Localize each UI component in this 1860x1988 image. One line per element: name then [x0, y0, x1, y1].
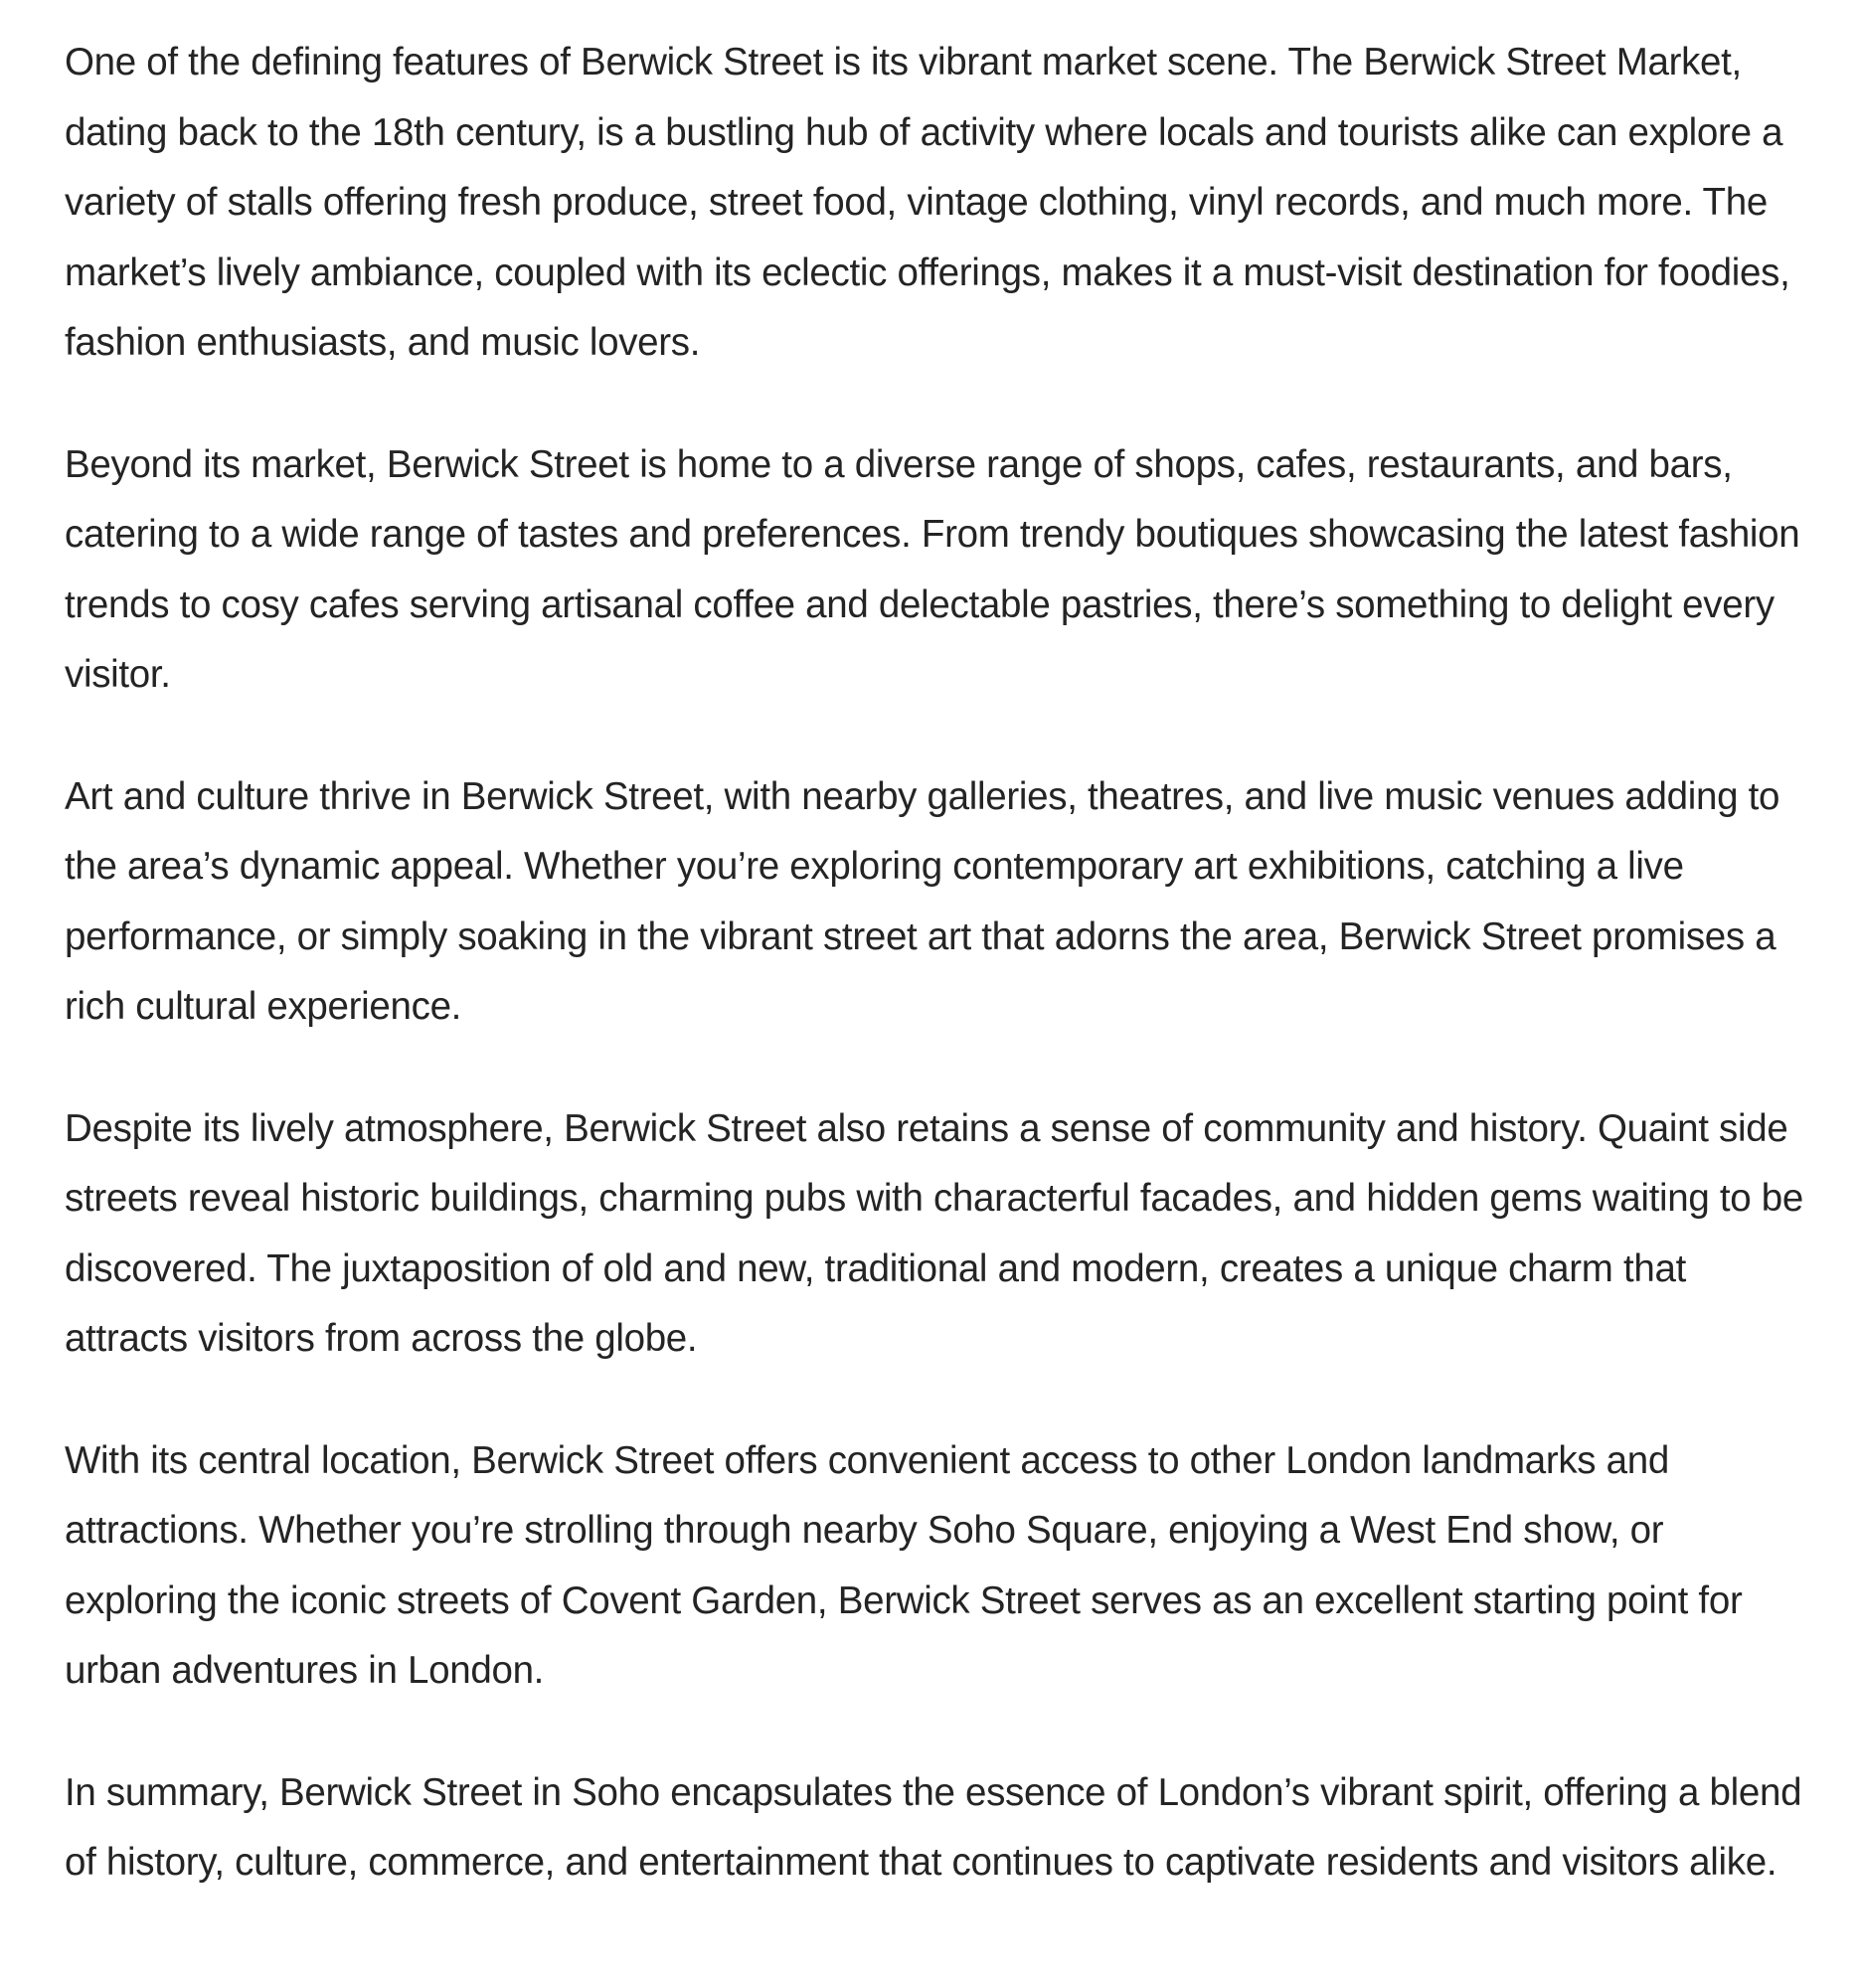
article-body [65, 28, 1814, 1899]
paragraph-location: With its central location, Berwick Street offers convenient access to other London landmarks and attractions. Whether you’re strolling through nearby Soho Square, enjoying a West End show, or exploring the iconic streets of Covent Garden, Berwick Street serves as an excellent starting point for urban adventures in London. [65, 1438, 1743, 1692]
paragraph-market: One of the defining features of Berwick Street is its vibrant market scene. The Berwick Street Market, dating back to the 18th century, is a bustling hub of activity where locals and tourists alike can explore a variety of stalls offering fresh produce, street food, vintage clothing, vinyl records, and much more. The market’s lively ambiance, coupled with its eclectic offerings, makes it a must-visit destination for foodies, fashion enthusiasts, and music lovers. [65, 41, 1790, 364]
paragraph-summary: In summary, Berwick Street in Soho encapsulates the essence of London’s vibrant spirit, offering a blend of history, culture, commerce, and entertainment that continues to captivate residents and visitors alike. [65, 1770, 1802, 1884]
paragraph-art-culture: Art and culture thrive in Berwick Street, with nearby galleries, theatres, and live music venues adding to the area’s dynamic appeal. Whether you’re exploring contemporary art exhibitions, catching a live performance, or simply soaking in the vibrant street art that adorns the area, Berwick Street promises a rich cultural experience. [65, 774, 1780, 1028]
paragraph-community-history: Despite its lively atmosphere, Berwick Street also retains a sense of community and history. Quaint side streets reveal historic buildings, charming pubs with characterful facades, and hidden gems waiting to be discovered. The juxtaposition of old and new, traditional and modern, creates a unique charm that attracts visitors from across the globe. [65, 1106, 1804, 1360]
paragraph-shops: Beyond its market, Berwick Street is home to a diverse range of shops, cafes, restaurants, and bars, catering to a wide range of tastes and preferences. From trendy boutiques showcasing the latest fashion trends to cosy cafes serving artisanal coffee and delectable pastries, there’s something to delight every visitor. [65, 442, 1800, 696]
